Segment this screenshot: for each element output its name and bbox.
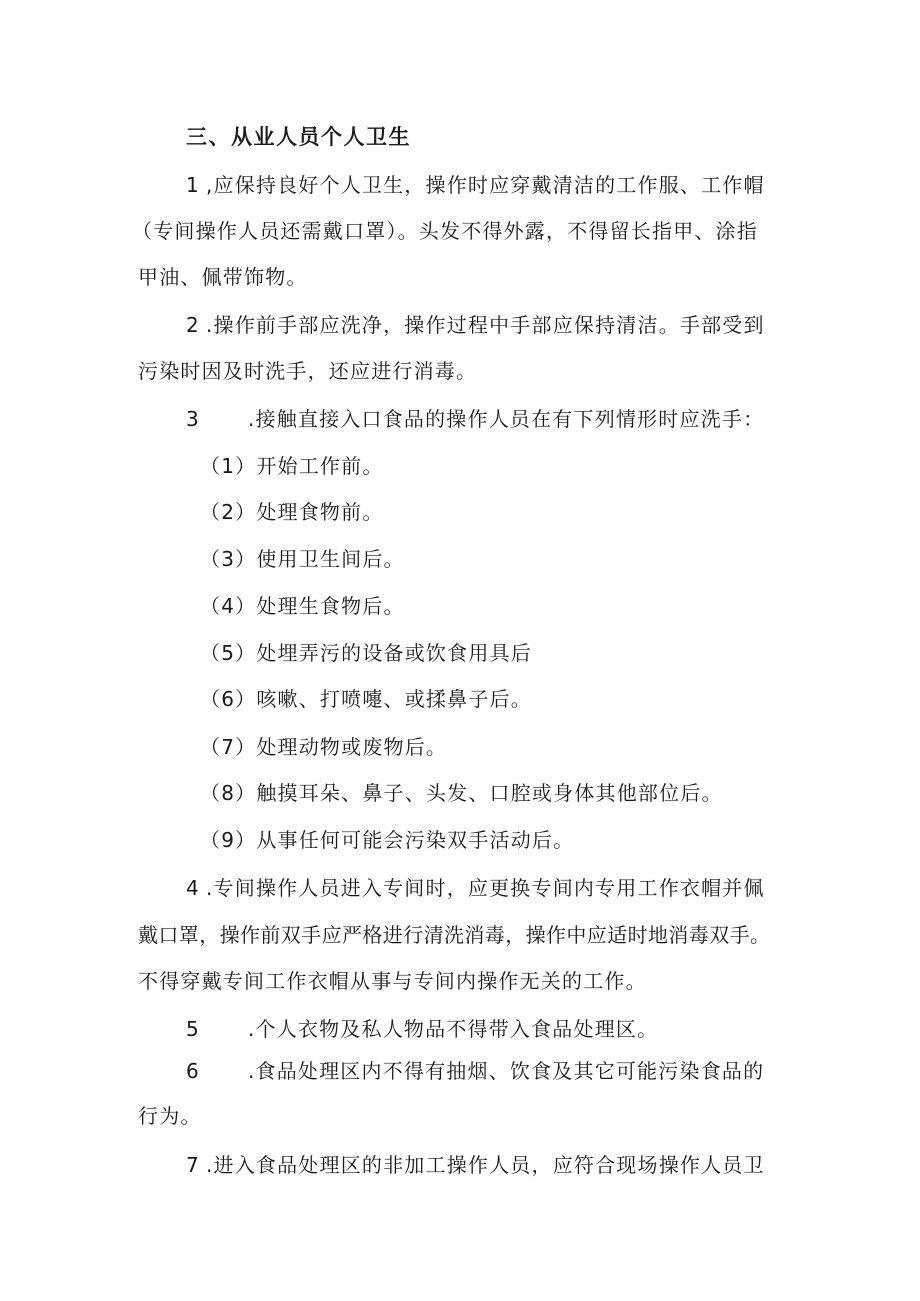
paragraph-5-text-1: .个人衣物及私人物品不得带入食品处理区。 xyxy=(247,1017,659,1041)
list-item-text: 处理动物或废物后。 xyxy=(256,735,448,759)
list-item xyxy=(200,453,384,479)
paragraph-1-text-1: ,应保持良好个人卫生，操作时应穿戴清洁的工作服、工作帽 xyxy=(205,173,765,197)
paragraph-5-number: 5 xyxy=(186,1017,200,1041)
paragraph-3-text-1: .接触直接入口食品的操作人员在有下列情形时应洗手： xyxy=(247,407,765,431)
list-item-number: （3） xyxy=(200,547,257,571)
paragraph-6-line-2: 行为。 xyxy=(138,1104,202,1128)
paragraph-6-number: 6 xyxy=(186,1059,200,1083)
paragraph-2-number: 2 xyxy=(186,313,200,337)
paragraph-6-text-1: .食品处理区内不得有抽烟、饮食及其它可能污染食品的 xyxy=(247,1059,765,1083)
paragraph-1-line-2: （专间操作人员还需戴口罩）。头发不得外露，不得留长指甲、涂指 xyxy=(132,219,758,243)
list-item-text: 使用卫生间后。 xyxy=(256,547,405,571)
paragraph-3-line-1 xyxy=(186,406,764,432)
paragraph-4-line-3: 不得穿戴专间工作衣帽从事与专间内操作无关的工作。 xyxy=(138,969,647,993)
list-item-text: 咳嗽、打喷嚏、或揉鼻子后。 xyxy=(256,687,532,711)
paragraph-2-line-2: 污染时因及时洗手，还应进行消毒。 xyxy=(138,359,478,383)
list-item xyxy=(200,734,447,760)
paragraph-7-text-1: .进入食品处理区的非加工操作人员，应符合现场操作人员卫 xyxy=(205,1153,765,1177)
list-item-number: （5） xyxy=(200,641,257,665)
list-item xyxy=(200,686,532,712)
list-item-text: 从事任何可能会污染双手活动后。 xyxy=(256,828,575,852)
paragraph-4-number: 4 xyxy=(186,876,200,900)
list-item-text: 处理生食物后。 xyxy=(256,594,405,618)
list-item xyxy=(200,499,384,525)
list-item xyxy=(200,593,405,619)
list-item-number: （4） xyxy=(200,594,257,618)
paragraph-7-number: 7 xyxy=(186,1153,200,1177)
list-item-text: 触摸耳朵、鼻子、头发、口腔或身体其他部位后。 xyxy=(256,781,723,805)
list-item-number: （6） xyxy=(200,687,257,711)
paragraph-3-number: 3 xyxy=(186,407,200,431)
paragraph-4-line-1 xyxy=(186,875,765,901)
list-item-number: （1） xyxy=(200,454,257,478)
paragraph-4-text-1: .专间操作人员进入专间时，应更换专间内专用工作衣帽并佩 xyxy=(205,876,765,900)
paragraph-6-line-1 xyxy=(186,1058,764,1084)
paragraph-7-line-1 xyxy=(186,1152,765,1178)
paragraph-1-line-1 xyxy=(186,172,765,198)
list-item-text: 处埋弄污的设备或饮食用具后 xyxy=(256,641,532,665)
paragraph-1-line-3: 甲油、佩带饰物。 xyxy=(138,265,308,289)
list-item-number: （2） xyxy=(200,500,257,524)
list-item xyxy=(200,827,574,853)
list-item-text: 开始工作前。 xyxy=(256,454,384,478)
paragraph-4-line-2: 戴口罩，操作前双手应严格进行清洗消毒，操作中应适时地消毒双手。 xyxy=(138,923,771,947)
paragraph-2-text-1: .操作前手部应洗净，操作过程中手部应保持清洁。手部受到 xyxy=(205,313,765,337)
section-heading: 三、从业人员个人卫生 xyxy=(186,125,411,149)
list-item-number: （9） xyxy=(200,828,257,852)
list-item xyxy=(200,546,405,572)
paragraph-5-line-1 xyxy=(186,1016,658,1042)
list-item-text: 处理食物前。 xyxy=(256,500,384,524)
list-item xyxy=(200,780,723,806)
paragraph-2-line-1 xyxy=(186,312,765,338)
paragraph-1-number: 1 xyxy=(186,173,200,197)
list-item-number: （7） xyxy=(200,735,257,759)
list-item xyxy=(200,640,532,666)
list-item-number: （8） xyxy=(200,781,257,805)
